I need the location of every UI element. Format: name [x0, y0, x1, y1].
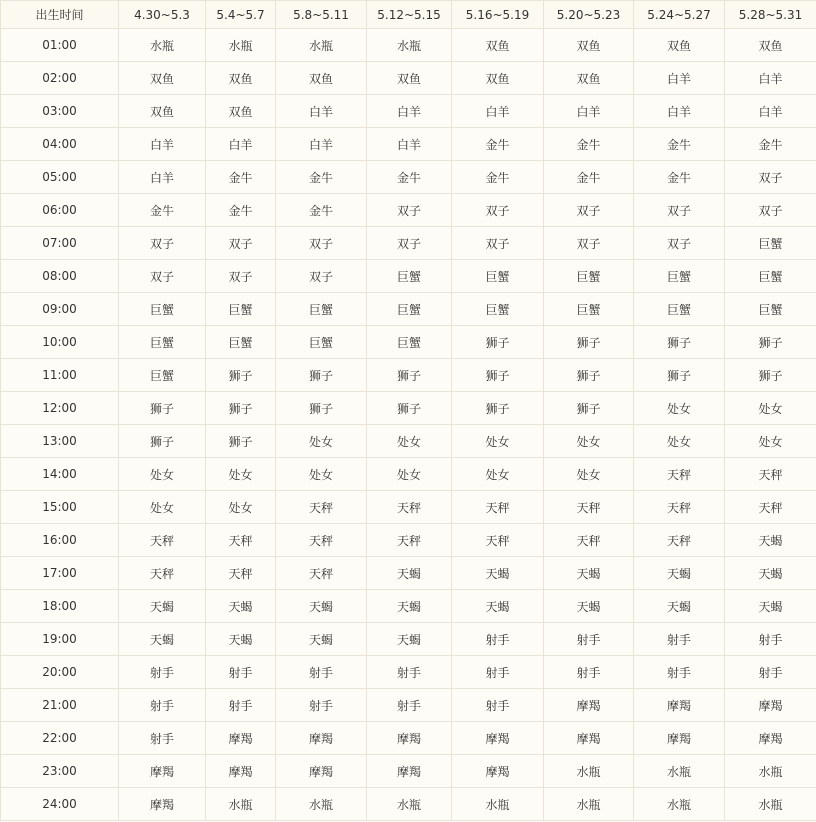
- zodiac-sign-cell: 处女: [367, 425, 452, 458]
- birth-time-cell: 10:00: [1, 326, 119, 359]
- zodiac-sign-cell: 摩羯: [452, 722, 544, 755]
- zodiac-sign-cell: 巨蟹: [119, 359, 206, 392]
- zodiac-sign-cell: 双子: [544, 227, 634, 260]
- birth-time-cell: 19:00: [1, 623, 119, 656]
- zodiac-sign-cell: 狮子: [634, 326, 725, 359]
- zodiac-sign-cell: 巨蟹: [634, 293, 725, 326]
- birth-time-cell: 13:00: [1, 425, 119, 458]
- birth-time-cell: 02:00: [1, 62, 119, 95]
- birth-time-cell: 06:00: [1, 194, 119, 227]
- zodiac-sign-cell: 天秤: [119, 557, 206, 590]
- zodiac-sign-cell: 双子: [276, 227, 367, 260]
- table-row: [1, 722, 816, 755]
- zodiac-sign-cell: 处女: [544, 458, 634, 491]
- zodiac-sign-cell: 处女: [452, 458, 544, 491]
- zodiac-sign-cell: 双鱼: [725, 29, 816, 62]
- zodiac-sign-cell: 射手: [452, 656, 544, 689]
- birth-time-cell: 07:00: [1, 227, 119, 260]
- zodiac-sign-cell: 巨蟹: [725, 293, 816, 326]
- zodiac-sign-cell: 狮子: [452, 392, 544, 425]
- table-row: [1, 755, 816, 788]
- zodiac-sign-cell: 处女: [206, 491, 276, 524]
- table-header: [1, 1, 816, 29]
- zodiac-sign-cell: 摩羯: [452, 755, 544, 788]
- zodiac-sign-cell: 金牛: [276, 194, 367, 227]
- zodiac-sign-cell: 水瓶: [634, 755, 725, 788]
- zodiac-sign-cell: 射手: [544, 656, 634, 689]
- zodiac-sign-cell: 摩羯: [725, 722, 816, 755]
- zodiac-sign-cell: 白羊: [634, 95, 725, 128]
- zodiac-sign-cell: 白羊: [725, 62, 816, 95]
- column-header-date-range: 4.30~5.3: [119, 1, 206, 29]
- table-row: [1, 491, 816, 524]
- zodiac-sign-cell: 巨蟹: [206, 326, 276, 359]
- birth-time-cell: 16:00: [1, 524, 119, 557]
- zodiac-sign-cell: 处女: [634, 392, 725, 425]
- zodiac-sign-cell: 白羊: [367, 128, 452, 161]
- zodiac-sign-cell: 天秤: [634, 458, 725, 491]
- zodiac-sign-cell: 狮子: [206, 425, 276, 458]
- zodiac-sign-cell: 水瓶: [452, 788, 544, 821]
- zodiac-sign-cell: 天蝎: [452, 590, 544, 623]
- table-row: [1, 29, 816, 62]
- zodiac-sign-cell: 巨蟹: [119, 293, 206, 326]
- zodiac-sign-cell: 射手: [119, 689, 206, 722]
- zodiac-sign-cell: 水瓶: [634, 788, 725, 821]
- zodiac-sign-cell: 天秤: [452, 491, 544, 524]
- zodiac-sign-cell: 双鱼: [452, 29, 544, 62]
- table-row: [1, 128, 816, 161]
- zodiac-sign-cell: 白羊: [119, 128, 206, 161]
- zodiac-sign-cell: 射手: [276, 656, 367, 689]
- zodiac-sign-cell: 双鱼: [452, 62, 544, 95]
- zodiac-sign-cell: 天秤: [452, 524, 544, 557]
- birth-time-cell: 03:00: [1, 95, 119, 128]
- zodiac-sign-cell: 白羊: [544, 95, 634, 128]
- column-header-date-range: 5.24~5.27: [634, 1, 725, 29]
- table-row: [1, 392, 816, 425]
- zodiac-sign-cell: 水瓶: [119, 29, 206, 62]
- zodiac-sign-cell: 处女: [119, 458, 206, 491]
- zodiac-sign-cell: 处女: [206, 458, 276, 491]
- zodiac-sign-cell: 射手: [725, 623, 816, 656]
- zodiac-sign-cell: 狮子: [725, 359, 816, 392]
- zodiac-sign-cell: 巨蟹: [634, 260, 725, 293]
- zodiac-sign-cell: 天蝎: [725, 524, 816, 557]
- zodiac-sign-cell: 天蝎: [367, 623, 452, 656]
- zodiac-sign-cell: 狮子: [452, 359, 544, 392]
- zodiac-sign-cell: 处女: [367, 458, 452, 491]
- zodiac-sign-cell: 射手: [367, 656, 452, 689]
- birth-time-cell: 04:00: [1, 128, 119, 161]
- zodiac-sign-cell: 白羊: [367, 95, 452, 128]
- zodiac-sign-cell: 巨蟹: [725, 227, 816, 260]
- zodiac-sign-cell: 双子: [634, 194, 725, 227]
- zodiac-sign-cell: 摩羯: [725, 689, 816, 722]
- zodiac-sign-cell: 射手: [206, 689, 276, 722]
- birth-time-cell: 22:00: [1, 722, 119, 755]
- zodiac-sign-cell: 巨蟹: [452, 260, 544, 293]
- zodiac-sign-cell: 双鱼: [119, 62, 206, 95]
- zodiac-sign-cell: 摩羯: [367, 755, 452, 788]
- table-body: [1, 29, 816, 821]
- zodiac-sign-cell: 双子: [206, 227, 276, 260]
- zodiac-sign-cell: 天秤: [206, 557, 276, 590]
- zodiac-sign-cell: 处女: [452, 425, 544, 458]
- zodiac-sign-cell: 金牛: [206, 194, 276, 227]
- zodiac-sign-cell: 狮子: [544, 326, 634, 359]
- zodiac-sign-cell: 天蝎: [544, 557, 634, 590]
- zodiac-sign-cell: 天秤: [725, 491, 816, 524]
- zodiac-sign-cell: 射手: [634, 623, 725, 656]
- birth-time-cell: 01:00: [1, 29, 119, 62]
- column-header-date-range: 5.4~5.7: [206, 1, 276, 29]
- zodiac-sign-cell: 巨蟹: [452, 293, 544, 326]
- zodiac-sign-cell: 白羊: [206, 128, 276, 161]
- table-row: [1, 689, 816, 722]
- zodiac-sign-cell: 双子: [725, 194, 816, 227]
- table-row: [1, 590, 816, 623]
- table-row: [1, 260, 816, 293]
- table-row: [1, 62, 816, 95]
- zodiac-sign-cell: 天秤: [634, 491, 725, 524]
- zodiac-sign-cell: 天秤: [367, 524, 452, 557]
- zodiac-sign-cell: 射手: [452, 689, 544, 722]
- zodiac-sign-cell: 射手: [544, 623, 634, 656]
- zodiac-sign-cell: 白羊: [276, 128, 367, 161]
- table-row: [1, 557, 816, 590]
- zodiac-sign-cell: 水瓶: [206, 788, 276, 821]
- birth-time-cell: 14:00: [1, 458, 119, 491]
- zodiac-sign-cell: 天蝎: [367, 590, 452, 623]
- zodiac-sign-cell: 水瓶: [276, 29, 367, 62]
- zodiac-sign-cell: 摩羯: [276, 722, 367, 755]
- zodiac-sign-cell: 双子: [634, 227, 725, 260]
- zodiac-sign-cell: 双子: [452, 194, 544, 227]
- zodiac-sign-cell: 处女: [544, 425, 634, 458]
- table-row: [1, 194, 816, 227]
- zodiac-sign-cell: 双鱼: [544, 62, 634, 95]
- zodiac-sign-cell: 射手: [634, 656, 725, 689]
- zodiac-sign-cell: 天蝎: [544, 590, 634, 623]
- zodiac-sign-cell: 处女: [276, 425, 367, 458]
- zodiac-sign-cell: 狮子: [276, 392, 367, 425]
- zodiac-sign-cell: 射手: [276, 689, 367, 722]
- zodiac-sign-cell: 水瓶: [206, 29, 276, 62]
- zodiac-sign-cell: 巨蟹: [725, 260, 816, 293]
- zodiac-sign-cell: 双鱼: [206, 62, 276, 95]
- birth-time-cell: 24:00: [1, 788, 119, 821]
- zodiac-sign-cell: 金牛: [276, 161, 367, 194]
- zodiac-sign-cell: 狮子: [634, 359, 725, 392]
- table-row: [1, 227, 816, 260]
- zodiac-sign-cell: 天秤: [725, 458, 816, 491]
- zodiac-sign-cell: 金牛: [634, 161, 725, 194]
- zodiac-sign-cell: 射手: [119, 656, 206, 689]
- zodiac-sign-cell: 摩羯: [544, 689, 634, 722]
- zodiac-sign-cell: 金牛: [119, 194, 206, 227]
- zodiac-sign-cell: 双子: [119, 260, 206, 293]
- table-row: [1, 425, 816, 458]
- zodiac-sign-cell: 双子: [367, 194, 452, 227]
- zodiac-sign-cell: 双鱼: [634, 29, 725, 62]
- zodiac-sign-cell: 双子: [367, 227, 452, 260]
- zodiac-sign-cell: 天蝎: [119, 623, 206, 656]
- zodiac-sign-cell: 狮子: [119, 392, 206, 425]
- zodiac-sign-cell: 处女: [119, 491, 206, 524]
- zodiac-sign-cell: 巨蟹: [367, 293, 452, 326]
- birth-time-cell: 15:00: [1, 491, 119, 524]
- zodiac-sign-cell: 双子: [452, 227, 544, 260]
- column-header-date-range: 5.12~5.15: [367, 1, 452, 29]
- column-header-date-range: 5.16~5.19: [452, 1, 544, 29]
- birth-time-cell: 08:00: [1, 260, 119, 293]
- birth-time-cell: 11:00: [1, 359, 119, 392]
- zodiac-sign-cell: 处女: [634, 425, 725, 458]
- zodiac-sign-cell: 射手: [119, 722, 206, 755]
- table-row: [1, 458, 816, 491]
- zodiac-sign-cell: 天秤: [544, 524, 634, 557]
- zodiac-sign-cell: 摩羯: [544, 722, 634, 755]
- birth-time-cell: 09:00: [1, 293, 119, 326]
- birth-time-cell: 17:00: [1, 557, 119, 590]
- zodiac-sign-cell: 处女: [276, 458, 367, 491]
- zodiac-sign-cell: 双子: [544, 194, 634, 227]
- zodiac-sign-cell: 狮子: [119, 425, 206, 458]
- zodiac-sign-cell: 狮子: [544, 392, 634, 425]
- zodiac-sign-cell: 双鱼: [276, 62, 367, 95]
- zodiac-sign-cell: 双子: [276, 260, 367, 293]
- table-row: [1, 623, 816, 656]
- birth-time-cell: 05:00: [1, 161, 119, 194]
- birth-time-cell: 12:00: [1, 392, 119, 425]
- zodiac-sign-cell: 金牛: [544, 161, 634, 194]
- zodiac-sign-cell: 狮子: [367, 392, 452, 425]
- zodiac-sign-cell: 金牛: [634, 128, 725, 161]
- column-header-date-range: 5.20~5.23: [544, 1, 634, 29]
- zodiac-sign-cell: 天秤: [367, 491, 452, 524]
- zodiac-sign-cell: 天蝎: [634, 557, 725, 590]
- zodiac-sign-cell: 巨蟹: [367, 326, 452, 359]
- zodiac-sign-cell: 天蝎: [276, 590, 367, 623]
- zodiac-sign-cell: 摩羯: [276, 755, 367, 788]
- zodiac-sign-cell: 白羊: [276, 95, 367, 128]
- zodiac-sign-cell: 天秤: [276, 557, 367, 590]
- zodiac-sign-cell: 巨蟹: [367, 260, 452, 293]
- zodiac-sign-cell: 金牛: [206, 161, 276, 194]
- zodiac-sign-cell: 天蝎: [276, 623, 367, 656]
- zodiac-sign-cell: 双子: [725, 161, 816, 194]
- zodiac-sign-cell: 天秤: [276, 491, 367, 524]
- birth-time-cell: 20:00: [1, 656, 119, 689]
- zodiac-sign-cell: 巨蟹: [206, 293, 276, 326]
- zodiac-sign-cell: 天秤: [206, 524, 276, 557]
- zodiac-sign-cell: 水瓶: [544, 788, 634, 821]
- table-row: [1, 161, 816, 194]
- zodiac-sign-cell: 天秤: [634, 524, 725, 557]
- zodiac-sign-cell: 巨蟹: [276, 326, 367, 359]
- zodiac-sign-cell: 天蝎: [206, 623, 276, 656]
- zodiac-sign-cell: 射手: [452, 623, 544, 656]
- zodiac-sign-cell: 水瓶: [367, 788, 452, 821]
- zodiac-sign-cell: 金牛: [452, 128, 544, 161]
- zodiac-sign-cell: 狮子: [206, 359, 276, 392]
- zodiac-sign-cell: 天蝎: [634, 590, 725, 623]
- zodiac-sign-cell: 处女: [725, 425, 816, 458]
- zodiac-sign-cell: 天秤: [276, 524, 367, 557]
- table-row: [1, 95, 816, 128]
- zodiac-sign-cell: 双鱼: [367, 62, 452, 95]
- zodiac-sign-cell: 天蝎: [725, 557, 816, 590]
- zodiac-sign-cell: 金牛: [452, 161, 544, 194]
- zodiac-sign-cell: 双鱼: [544, 29, 634, 62]
- zodiac-sign-cell: 天秤: [544, 491, 634, 524]
- zodiac-sign-cell: 白羊: [725, 95, 816, 128]
- table-row: [1, 293, 816, 326]
- zodiac-sign-cell: 射手: [367, 689, 452, 722]
- zodiac-sign-cell: 狮子: [276, 359, 367, 392]
- zodiac-sign-cell: 摩羯: [367, 722, 452, 755]
- zodiac-sign-cell: 水瓶: [544, 755, 634, 788]
- zodiac-sign-cell: 狮子: [725, 326, 816, 359]
- birth-time-cell: 18:00: [1, 590, 119, 623]
- table-row: [1, 359, 816, 392]
- zodiac-sign-cell: 双子: [119, 227, 206, 260]
- zodiac-sign-cell: 摩羯: [634, 689, 725, 722]
- zodiac-sign-cell: 白羊: [452, 95, 544, 128]
- birth-time-cell: 23:00: [1, 755, 119, 788]
- zodiac-sign-cell: 天秤: [119, 524, 206, 557]
- zodiac-sign-cell: 狮子: [206, 392, 276, 425]
- zodiac-sign-cell: 金牛: [725, 128, 816, 161]
- zodiac-sign-cell: 双鱼: [119, 95, 206, 128]
- zodiac-sign-cell: 天蝎: [119, 590, 206, 623]
- column-header-birth-time: 出生时间: [1, 1, 119, 29]
- zodiac-sign-cell: 水瓶: [367, 29, 452, 62]
- zodiac-sign-cell: 摩羯: [119, 788, 206, 821]
- zodiac-sign-cell: 白羊: [119, 161, 206, 194]
- column-header-date-range: 5.28~5.31: [725, 1, 816, 29]
- zodiac-sign-cell: 白羊: [634, 62, 725, 95]
- zodiac-sign-cell: 天蝎: [452, 557, 544, 590]
- header-row: [1, 1, 816, 29]
- birth-time-cell: 21:00: [1, 689, 119, 722]
- zodiac-sign-cell: 天蝎: [206, 590, 276, 623]
- zodiac-sign-cell: 水瓶: [725, 788, 816, 821]
- zodiac-sign-cell: 处女: [725, 392, 816, 425]
- zodiac-sign-cell: 摩羯: [119, 755, 206, 788]
- zodiac-sign-cell: 金牛: [367, 161, 452, 194]
- zodiac-sign-cell: 射手: [206, 656, 276, 689]
- zodiac-sign-cell: 摩羯: [206, 722, 276, 755]
- zodiac-sign-cell: 巨蟹: [544, 293, 634, 326]
- zodiac-sign-cell: 水瓶: [276, 788, 367, 821]
- zodiac-sign-cell: 摩羯: [206, 755, 276, 788]
- zodiac-sign-cell: 天蝎: [725, 590, 816, 623]
- table-row: [1, 656, 816, 689]
- zodiac-sign-cell: 摩羯: [634, 722, 725, 755]
- zodiac-sign-cell: 水瓶: [725, 755, 816, 788]
- zodiac-sign-cell: 天蝎: [367, 557, 452, 590]
- zodiac-sign-cell: 金牛: [544, 128, 634, 161]
- zodiac-sign-cell: 巨蟹: [119, 326, 206, 359]
- column-header-date-range: 5.8~5.11: [276, 1, 367, 29]
- table-row: [1, 788, 816, 821]
- zodiac-sign-cell: 狮子: [452, 326, 544, 359]
- table-row: [1, 326, 816, 359]
- zodiac-sign-cell: 巨蟹: [544, 260, 634, 293]
- zodiac-sign-cell: 巨蟹: [276, 293, 367, 326]
- table-row: [1, 524, 816, 557]
- zodiac-sign-cell: 狮子: [367, 359, 452, 392]
- zodiac-sign-cell: 双子: [206, 260, 276, 293]
- zodiac-sign-cell: 狮子: [544, 359, 634, 392]
- zodiac-sign-cell: 双鱼: [206, 95, 276, 128]
- zodiac-sign-cell: 射手: [725, 656, 816, 689]
